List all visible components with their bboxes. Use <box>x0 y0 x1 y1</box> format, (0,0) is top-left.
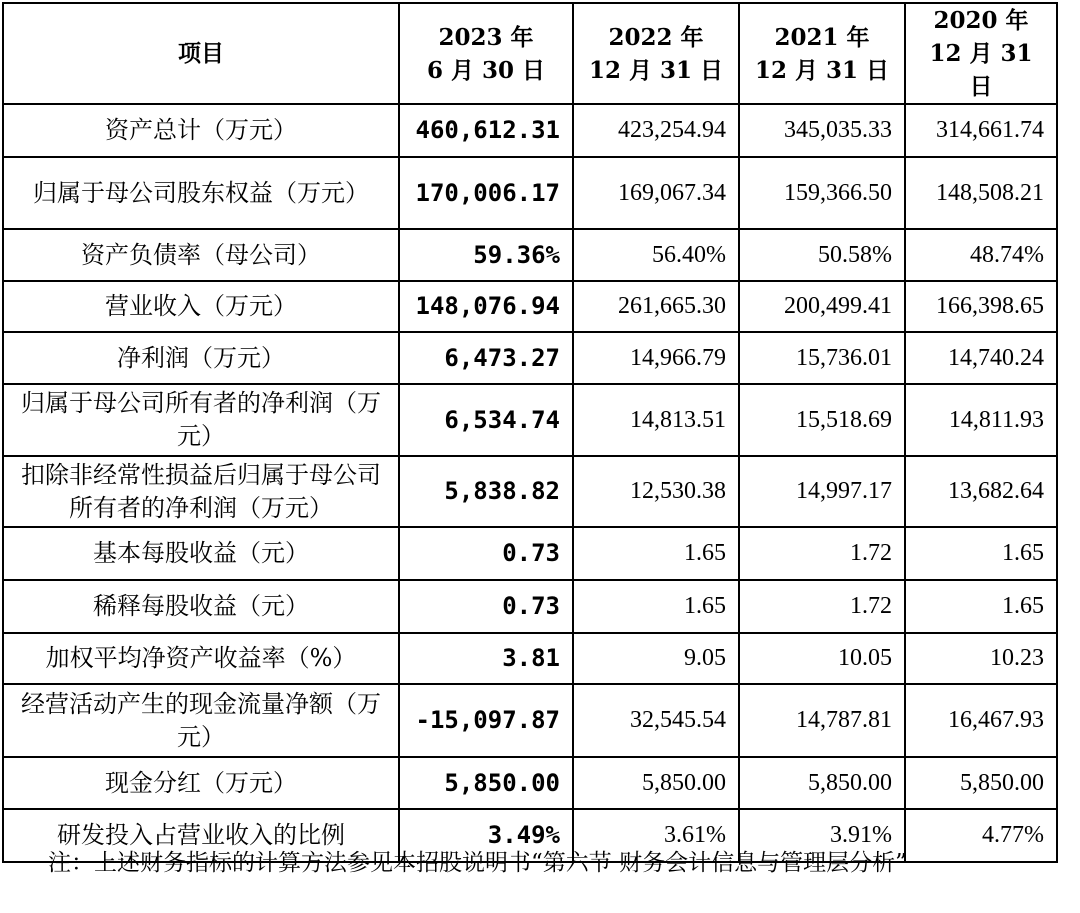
header-2020-year: 2020 年 <box>933 7 1029 34</box>
value-2021: 10.05 <box>739 633 905 684</box>
table-header-row <box>3 3 1057 104</box>
value-2023: 5,850.00 <box>399 757 573 809</box>
table-row <box>3 384 1057 456</box>
value-2020: 1.65 <box>905 580 1057 633</box>
table-row <box>3 332 1057 384</box>
value-2022: 1.65 <box>573 527 739 580</box>
value-2020: 13,682.64 <box>905 456 1057 527</box>
table-row <box>3 157 1057 229</box>
header-2021 <box>739 3 905 104</box>
row-label: 基本每股收益（元） <box>3 527 399 580</box>
value-2020: 148,508.21 <box>905 157 1057 229</box>
table-row <box>3 527 1057 580</box>
row-label: 稀释每股收益（元） <box>3 580 399 633</box>
value-2021: 14,787.81 <box>739 684 905 757</box>
header-2022-date: 12 月 31 日 <box>588 56 724 84</box>
value-2021: 200,499.41 <box>739 281 905 332</box>
value-2022: 261,665.30 <box>573 281 739 332</box>
value-2022: 9.05 <box>573 633 739 684</box>
row-label: 现金分红（万元） <box>3 757 399 809</box>
table-row <box>3 229 1057 281</box>
value-2020: 4.77% <box>905 809 1057 862</box>
header-2022-year: 2022 年 <box>608 23 704 51</box>
value-2020: 166,398.65 <box>905 281 1057 332</box>
value-2020: 5,850.00 <box>905 757 1057 809</box>
header-2022 <box>573 3 739 104</box>
value-2020: 314,661.74 <box>905 104 1057 157</box>
value-2023: 3.49% <box>399 809 573 862</box>
value-2023: 460,612.31 <box>399 104 573 157</box>
header-2023 <box>399 3 573 104</box>
value-2023: 6,473.27 <box>399 332 573 384</box>
value-2022: 3.61% <box>573 809 739 862</box>
table-row <box>3 633 1057 684</box>
value-2022: 32,545.54 <box>573 684 739 757</box>
header-2021-year: 2021 年 <box>774 23 870 51</box>
value-2022: 1.65 <box>573 580 739 633</box>
value-2020: 48.74% <box>905 229 1057 281</box>
header-2021-date: 12 月 31 日 <box>754 56 890 84</box>
row-label: 经营活动产生的现金流量净额（万元） <box>3 684 399 757</box>
value-2021: 345,035.33 <box>739 104 905 157</box>
row-label: 资产总计（万元） <box>3 104 399 157</box>
table-row <box>3 456 1057 527</box>
value-2020: 14,811.93 <box>905 384 1057 456</box>
table-row <box>3 104 1057 157</box>
header-2023-year: 2023 年 <box>438 23 534 51</box>
value-2021: 5,850.00 <box>739 757 905 809</box>
value-2021: 15,518.69 <box>739 384 905 456</box>
financial-indicators-table <box>2 2 1058 863</box>
table-row <box>3 684 1057 757</box>
table-row <box>3 757 1057 809</box>
row-label: 归属于母公司股东权益（万元） <box>3 157 399 229</box>
row-label: 研发投入占营业收入的比例 <box>3 809 399 862</box>
table-footnote: 注：上述财务指标的计算方法参见本招股说明书“第六节 财务会计信息与管理层分析” <box>48 850 907 876</box>
value-2022: 169,067.34 <box>573 157 739 229</box>
row-label: 资产负债率（母公司） <box>3 229 399 281</box>
value-2023: 5,838.82 <box>399 456 573 527</box>
header-2020-date: 12 月 31 日 <box>929 40 1033 100</box>
value-2023: 6,534.74 <box>399 384 573 456</box>
value-2022: 56.40% <box>573 229 739 281</box>
value-2022: 423,254.94 <box>573 104 739 157</box>
value-2021: 14,997.17 <box>739 456 905 527</box>
value-2022: 14,813.51 <box>573 384 739 456</box>
value-2022: 12,530.38 <box>573 456 739 527</box>
value-2023: 170,006.17 <box>399 157 573 229</box>
table-row <box>3 580 1057 633</box>
value-2022: 14,966.79 <box>573 332 739 384</box>
row-label: 营业收入（万元） <box>3 281 399 332</box>
row-label: 扣除非经常性损益后归属于母公司所有者的净利润（万元） <box>3 456 399 527</box>
header-item: 项目 <box>3 3 399 104</box>
value-2021: 1.72 <box>739 580 905 633</box>
value-2023: 0.73 <box>399 527 573 580</box>
value-2021: 15,736.01 <box>739 332 905 384</box>
value-2023: 59.36% <box>399 229 573 281</box>
value-2020: 1.65 <box>905 527 1057 580</box>
row-label: 归属于母公司所有者的净利润（万元） <box>3 384 399 456</box>
value-2022: 5,850.00 <box>573 757 739 809</box>
value-2021: 50.58% <box>739 229 905 281</box>
value-2020: 10.23 <box>905 633 1057 684</box>
value-2021: 3.91% <box>739 809 905 862</box>
table-row <box>3 281 1057 332</box>
value-2020: 14,740.24 <box>905 332 1057 384</box>
value-2021: 159,366.50 <box>739 157 905 229</box>
value-2021: 1.72 <box>739 527 905 580</box>
row-label: 净利润（万元） <box>3 332 399 384</box>
row-label: 加权平均净资产收益率（%） <box>3 633 399 684</box>
value-2023: 3.81 <box>399 633 573 684</box>
value-2023: 148,076.94 <box>399 281 573 332</box>
value-2023: -15,097.87 <box>399 684 573 757</box>
header-2023-date: 6 月 30 日 <box>426 56 546 84</box>
header-2020 <box>905 3 1057 104</box>
value-2020: 16,467.93 <box>905 684 1057 757</box>
value-2023: 0.73 <box>399 580 573 633</box>
